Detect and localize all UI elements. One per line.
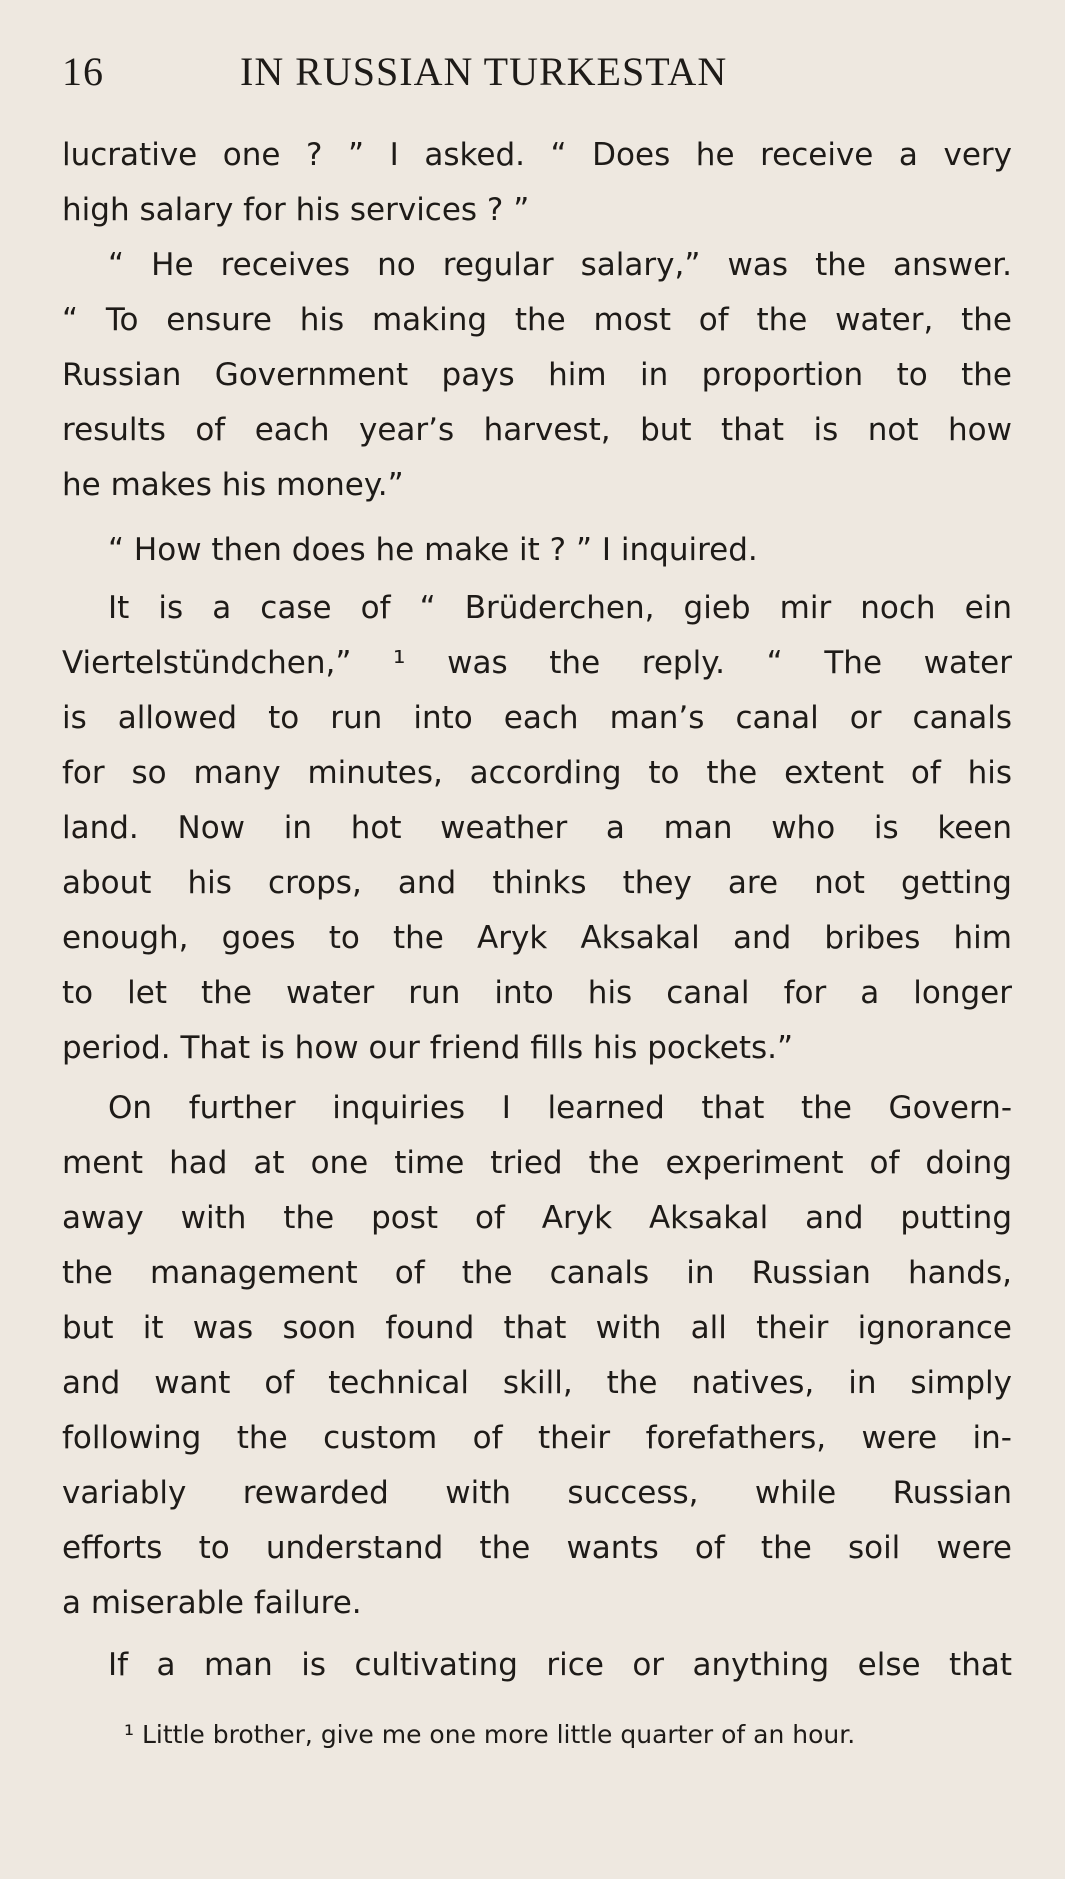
text-line: lucrative one ? ” I asked. “ Does he receive a very	[62, 137, 1012, 173]
text-line: It is a case of “ Brüderchen, gieb mir noch ein	[108, 590, 1012, 626]
text-line: efforts to understand the wants of the soil were	[62, 1530, 1012, 1566]
text-line: high salary for his services ? ”	[62, 192, 530, 228]
text-line: results of each year’s harvest, but that is not how	[62, 412, 1012, 448]
text-line: If a man is cultivating rice or anything else that	[108, 1647, 1012, 1683]
text-line: following the custom of their forefathers, were in-	[62, 1420, 1012, 1456]
text-line: Viertelstündchen,” ¹ was the reply. “ The water	[62, 645, 1012, 681]
text-line: is allowed to run into each man’s canal or canals	[62, 700, 1012, 736]
text-line: for so many minutes, according to the extent of his	[62, 755, 1012, 791]
running-title: IN RUSSIAN TURKESTAN	[240, 49, 728, 94]
text-line: Russian Government pays him in proportion to the	[62, 357, 1012, 393]
text-line: ment had at one time tried the experiment of doing	[62, 1145, 1012, 1181]
page-header	[62, 48, 842, 104]
page-number: 16	[62, 49, 104, 94]
text-line: enough, goes to the Aryk Aksakal and bribes him	[62, 920, 1012, 956]
text-line: “ How then does he make it ? ” I inquired.	[108, 532, 758, 568]
text-line: a miserable failure.	[62, 1585, 362, 1621]
text-line: “ To ensure his making the most of the water, the	[62, 302, 1012, 338]
text-line: On further inquiries I learned that the Govern-	[108, 1090, 1012, 1126]
text-line: period. That is how our friend fills his pockets.”	[62, 1030, 794, 1066]
text-line: but it was soon found that with all their ignorance	[62, 1310, 1012, 1346]
text-line: variably rewarded with success, while Russian	[62, 1475, 1012, 1511]
text-line: about his crops, and thinks they are not getting	[62, 865, 1012, 901]
text-line: land. Now in hot weather a man who is keen	[62, 810, 1012, 846]
text-line: “ He receives no regular salary,” was the answer.	[108, 247, 1012, 283]
text-line: he makes his money.”	[62, 467, 404, 503]
text-line: away with the post of Aryk Aksakal and putting	[62, 1200, 1012, 1236]
text-line: to let the water run into his canal for a longer	[62, 975, 1012, 1011]
text-line: the management of the canals in Russian hands,	[62, 1255, 1012, 1291]
footnote: ¹ Little brother, give me one more little quarter of an hour.	[124, 1720, 856, 1749]
text-line: and want of technical skill, the natives, in simply	[62, 1365, 1012, 1401]
